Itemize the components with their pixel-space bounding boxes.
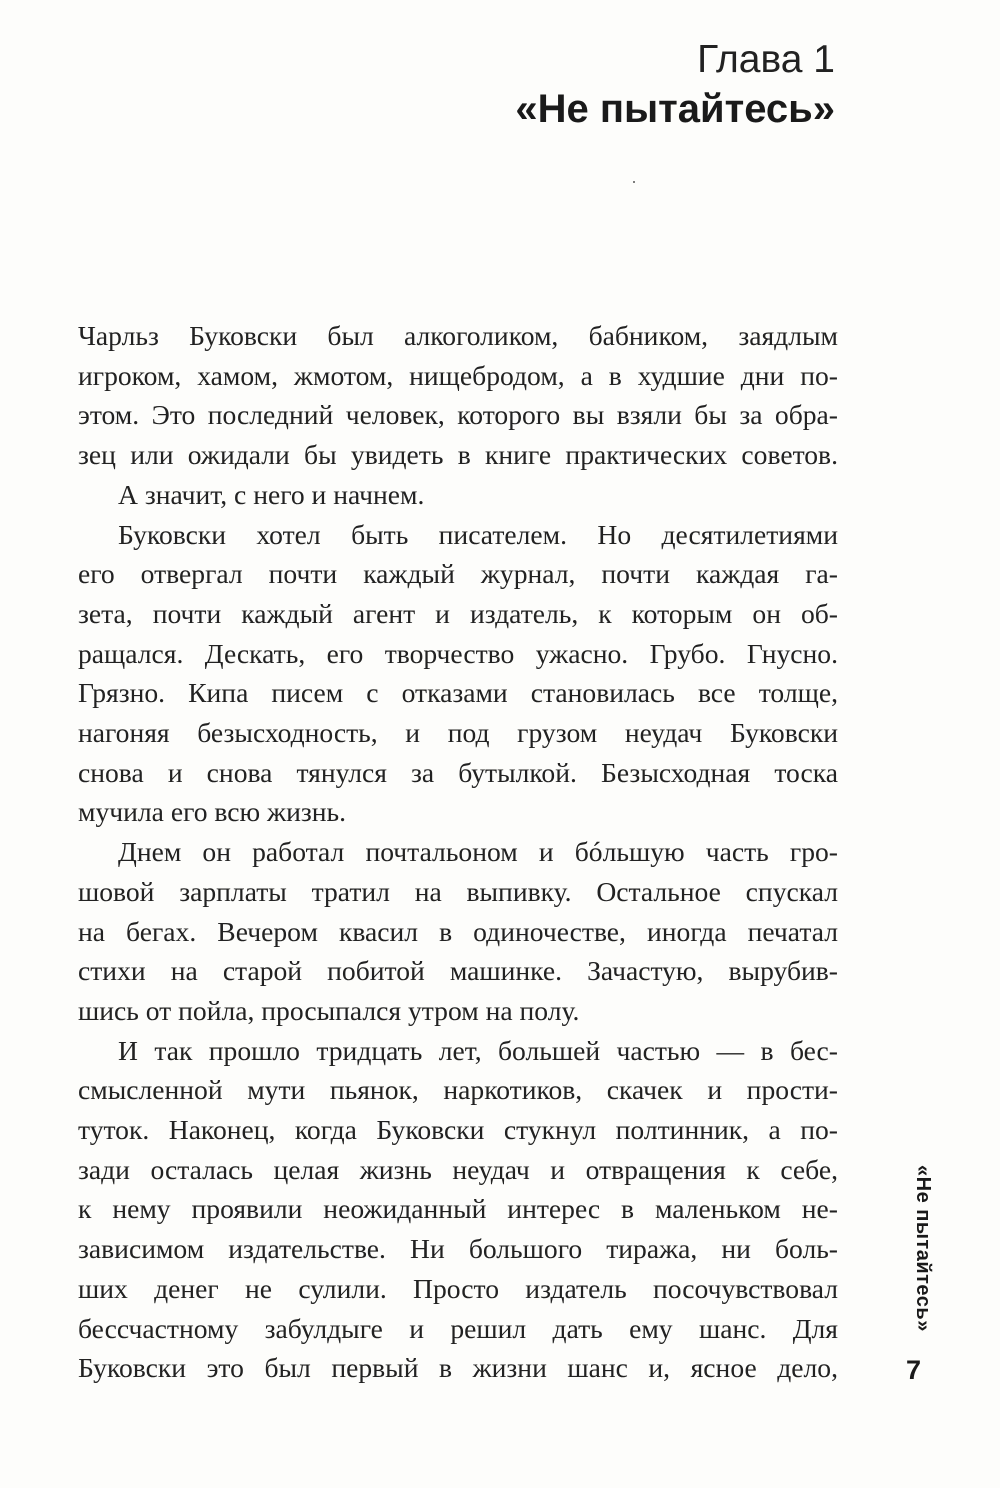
- body-line: зета, почти каждый агент и издатель, к которым он об-: [78, 597, 838, 629]
- body-line: на бегах. Вечером квасил в одиночестве, иногда печатал: [78, 915, 838, 947]
- body-text: [78, 316, 838, 1388]
- body-line: этом. Это последний человек, которого вы взяли бы за обра-: [78, 399, 838, 431]
- body-line: смысленной мути пьянок, наркотиков, скачек и прости-: [78, 1074, 838, 1106]
- body-line: стихи на старой побитой машинке. Зачастую, вырубив-: [78, 955, 838, 987]
- body-line: игроком, хамом, жмотом, нищебродом, а в худшие дни по-: [78, 359, 838, 391]
- body-line: шись от пойла, просыпался утром на полу.: [78, 994, 580, 1026]
- body-line: Чарльз Буковски был алкоголиком, бабником, заядлым: [78, 320, 838, 351]
- body-line: шовой зарплаты тратил на выпивку. Остальное спускал: [78, 875, 838, 907]
- body-line: Буковски это был первый в жизни шанс и, ясное дело,: [78, 1352, 838, 1384]
- body-line: зависимом издательстве. Ни большого тиража, ни боль-: [78, 1233, 838, 1265]
- chapter-title: «Не пытайтесь»: [515, 87, 835, 131]
- body-line: Днем он работал почтальоном и бóльшую часть гро-: [118, 836, 838, 868]
- body-line: И так прошло тридцать лет, большей частью — в бес-: [118, 1034, 838, 1066]
- body-line: ших денег не сулили. Просто издатель посочувствовал: [78, 1272, 838, 1304]
- body-line: А значит, с него и начнем.: [118, 478, 425, 510]
- body-line: снова и снова тянулся за бутылкой. Безысходная тоска: [78, 756, 838, 788]
- body-line: зец или ожидали бы увидеть в книге практических советов.: [78, 439, 838, 471]
- body-line: Буковски хотел быть писателем. Но десятилетиями: [118, 518, 838, 550]
- body-line: Грязно. Кипа писем с отказами становилась все толще,: [78, 677, 838, 709]
- chapter-label: Глава 1: [697, 38, 835, 81]
- body-line: мучила его всю жизнь.: [78, 796, 347, 828]
- body-line: бессчастному забулдыге и решил дать ему шанс. Для: [78, 1312, 838, 1344]
- body-line: зади осталась целая жизнь неудач и отвращения к себе,: [78, 1153, 838, 1185]
- body-line: ращался. Дескать, его творчество ужасно. Грубо. Гнусно.: [78, 637, 838, 669]
- page-number: 7: [906, 1355, 922, 1385]
- running-head: «Не пытайтесь»: [912, 1165, 934, 1332]
- body-line: туток. Наконец, когда Буковски стукнул полтинник, а по-: [78, 1114, 838, 1146]
- body-line: к нему проявили неожиданный интерес в маленьком не-: [78, 1193, 838, 1225]
- body-line: его отвергал почти каждый журнал, почти каждая га-: [78, 558, 838, 590]
- body-line: нагоняя безысходность, и под грузом неудач Буковски: [78, 717, 838, 749]
- print-speck: [633, 181, 635, 183]
